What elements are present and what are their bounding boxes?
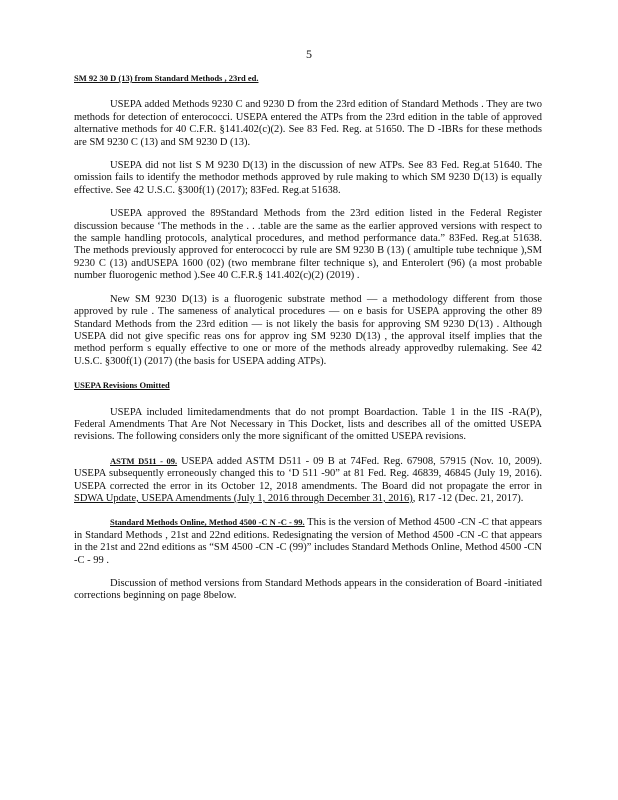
page-number: 5: [306, 47, 312, 61]
paragraph: USEPA included limitedamendments that do not prompt Boardaction. Table 1 in the IIS -RA(P), Federal Amendments That Are Not Necessary in This Docket, lists and describes all of the omitted USEPA revisions. The following considers only the more significant of the omitted USEPA revisions.: [74, 406, 542, 443]
paragraph: USEPA did not list S M 9230 D(13) in the discussion of new ATPs. See 83 Fed. Reg.at 51640. The omission fails to identify the methodor methods approved by rule making to which SM 9230 D(13) is equally effective. See 42 U.S.C. §300f(1) (2017); 83Fed. Reg.at 51638.: [74, 160, 542, 196]
section-heading-sm9230d: SM 92 30 D (13) from Standard Methods , 23rd ed.: [74, 73, 259, 83]
paragraph-text: USEPA added ASTM D511 - 09 B at 74Fed. Reg. 67908, 57915 (Nov. 10, 2009). USEPA subsequently erroneously changed this to ‘D 511 -90” at 81 Fed. Reg. 46839, 46845 (July 19, 2016). USEPA corrected the error in its October 12, 2018 amendments. The Board did not propagate the error in: [74, 455, 542, 492]
paragraph-text: This is the version of Method 4500 -CN -C that appears in Standard Methods , 21st and 22nd editions. Redesignating the version of Method 4500 -CN -C that appears in the 21st and 22nd editions as “SM 4500 -CN -C (99)” includes Standard Methods Online, Method 4500 -CN -C - 99 .: [74, 517, 542, 566]
paragraph-label: Standard Methods Online, Method 4500 -C N -C - 99.: [110, 517, 305, 528]
paragraph-astm-d511: [74, 455, 542, 506]
paragraph: New SM 9230 D(13) is a fluorogenic substrate method — a methodology different from those approved by rule . The sameness of analytical procedures — on e basis for USEPA approving the other 89 Standard Methods from the 23rd edition — is not likely the basis for approving SM 9230 D(13) . Although USEPA did not give specific reas ons for approv ing SM 9230 D(13) , the approval itself implies that the method perform s equally effective to one or more of the methods already approvedby rulemaking. See 42 U.S.C. §300f(1) (2017) (the basis for USEPA adding ATPs).: [74, 293, 542, 367]
paragraph-tail: , R17 -12 (Dec. 21, 2017).: [412, 492, 524, 504]
paragraph: USEPA added Methods 9230 C and 9230 D from the 23rd edition of Standard Methods . They are two methods for detection of enterococci. USEPA entered the ATPs from the 23rd edition in the table of approved alternative methods for 40 C.F.R. §141.402(c)(2). See 83 Fed. Reg. at 51650. The D -IBRs for these methods are SM 9230 C (13) and SM 9230 D (13).: [74, 99, 542, 148]
paragraph-sm-4500: [74, 516, 542, 567]
document-body: [74, 72, 542, 614]
paragraph: USEPA approved the 89Standard Methods from the 23rd edition listed in the Federal Register discussion because ‘The methods in the . . .table are the same as the earlier approved versions with respect to the sample handling protocols, analytical procedures, and method performance data.” 83Fed. Reg.at 51638. The methods previously approved for enterococci by rule are SM 9230 B (13) ( amultiple tube technique ),SM 9230 C (13) andUSEPA 1600 (02) (two membrane filter technique s), and Enterolert (96) (a most probable number fluorogenic method ).See 40 C.F.R.§ 141.402(c)(2) (2019) .: [74, 208, 542, 282]
docket-title: SDWA Update, USEPA Amendments (July 1, 2016 through December 31, 2016): [74, 492, 413, 504]
paragraph-label: ASTM D511 - 09.: [110, 455, 178, 466]
section-heading-revisions-omitted: USEPA Revisions Omitted: [74, 380, 170, 391]
paragraph: Discussion of method versions from Standard Methods appears in the consideration of Board -initiated corrections beginning on page 8below.: [74, 578, 542, 602]
